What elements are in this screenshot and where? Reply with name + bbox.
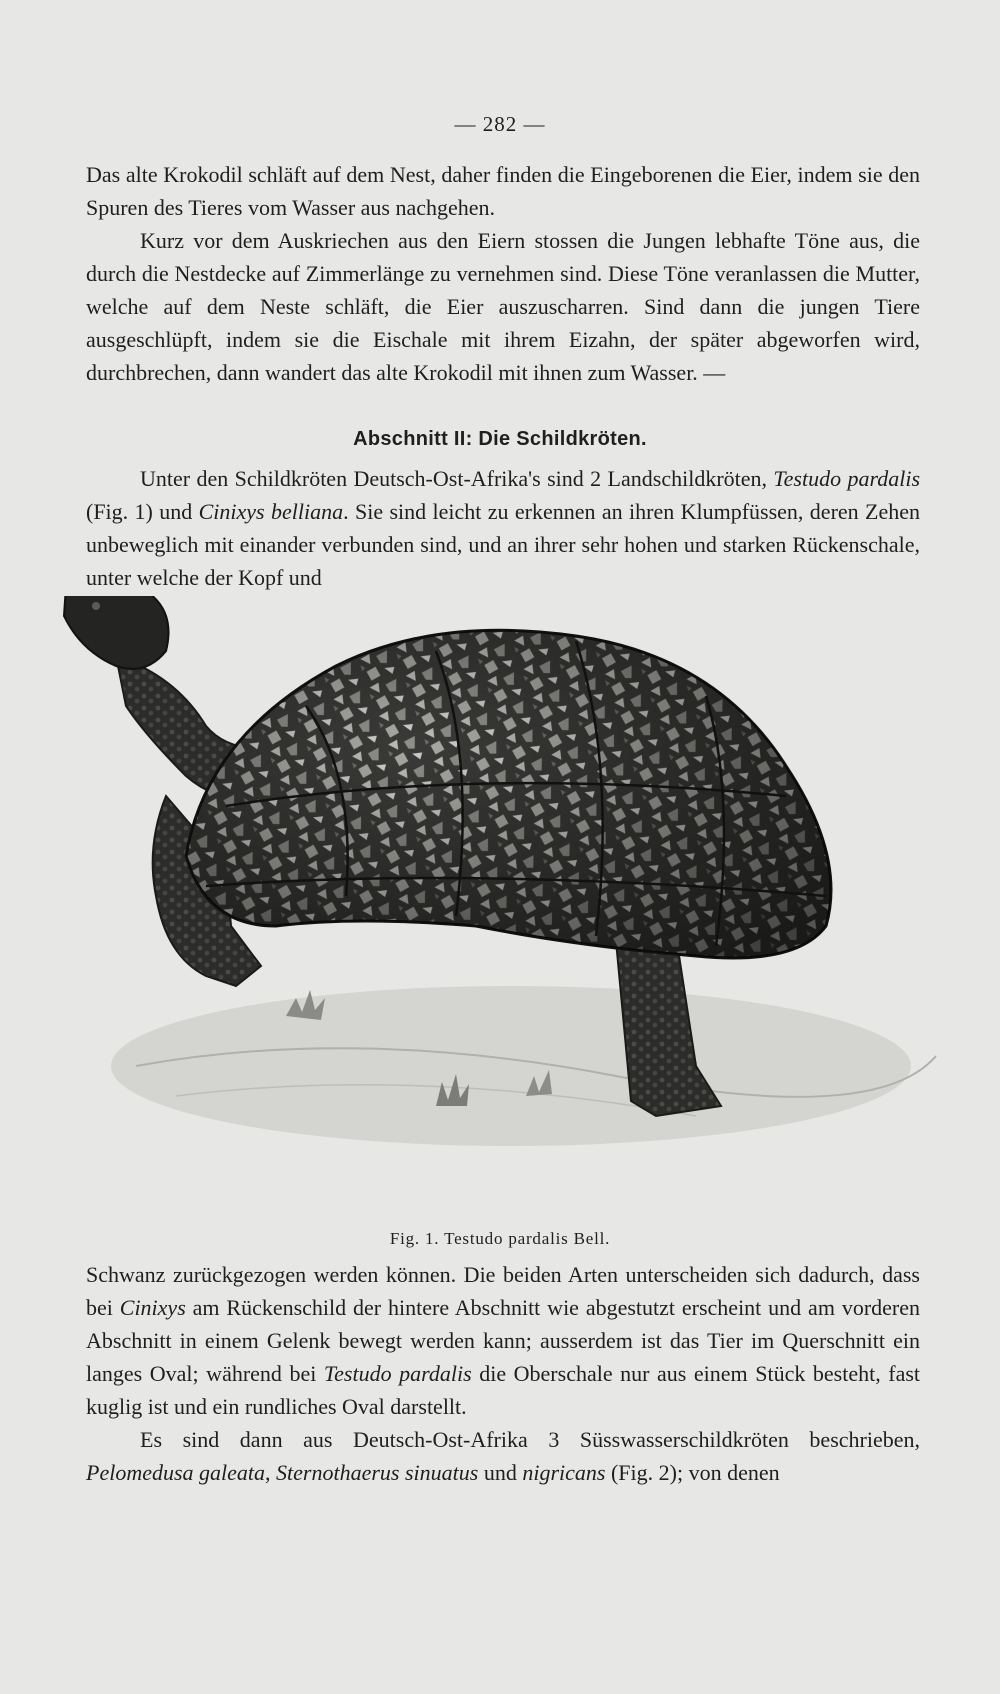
- species-name: nigricans: [522, 1460, 606, 1485]
- paragraph-species-difference: [86, 1258, 920, 1423]
- text-run: Unter den Schildkröten Deutsch-Ost-Afrika's sind 2 Landschildkröten,: [140, 466, 774, 491]
- text-run: (Fig. 1) und: [86, 499, 199, 524]
- species-name: Testudo pardalis: [773, 466, 920, 491]
- intro-text-block: [86, 462, 920, 594]
- paragraph-tortoises-intro: [86, 462, 920, 594]
- text-run: . Sie sind leicht zu erkennen an ihren Klumpfüssen, deren Zehen unbeweglich mit einander verbunden sind, und an ihrer sehr hohen und starken Rückenschale, unter welche der Kopf und: [86, 499, 920, 590]
- text-run: und: [478, 1460, 523, 1485]
- section-heading: Abschnitt II: Die Schildkröten.: [353, 428, 647, 450]
- figure-caption: Fig. 1. Testudo pardalis Bell.: [389, 1229, 611, 1248]
- paragraph-hatching: Kurz vor dem Auskriechen aus den Eiern stossen die Jungen lebhafte Töne aus, die durch die Nestdecke auf Zimmerlänge zu vernehmen sind. Diese Töne veranlassen die Mutter, welche auf dem Neste schläft, die Eier auszuscharren. Sind dann die jungen Tiere ausgeschlüpft, indem sie die Eischale mit ihrem Eizahn, der später abgeworfen wird, durchbrechen, dann wandert das alte Krokodil mit ihnen zum Wasser. —: [86, 228, 920, 385]
- paragraph-crocodile-nest: Das alte Krokodil schläft auf dem Nest, daher finden die Eingeborenen die Eier, indem sie den Spuren des Tieres vom Wasser aus nachgehen.: [86, 162, 920, 220]
- shell-shading: [186, 630, 831, 958]
- text-run: (Fig. 2); von denen: [605, 1460, 780, 1485]
- bottom-text-block: [86, 1258, 920, 1489]
- species-name: Testudo pardalis: [323, 1361, 472, 1386]
- species-name: Sternothaerus sinuatus: [276, 1460, 479, 1485]
- tortoise-illustration: [56, 596, 946, 1206]
- paragraph-freshwater-turtles: [86, 1423, 920, 1489]
- text-run: Es sind dann aus Deutsch-Ost-Afrika 3 Süsswasserschildkröten beschrieben,: [140, 1427, 920, 1452]
- head: [64, 596, 169, 669]
- species-name: Cinixys belliana: [198, 499, 344, 524]
- eye: [92, 602, 100, 610]
- text-run: am Rückenschild der hintere Abschnitt wie abgestutzt erscheint und am vorderen Abschnitt in einem Gelenk bewegt werden kann; ausserdem ist das Tier im Querschnitt ein langes Oval; während bei: [86, 1295, 920, 1386]
- page-number: — 282 —: [454, 112, 546, 136]
- text-run: Schwanz zurückgezogen werden können. Die beiden Arten unterscheiden sich dadurch, dass bei: [86, 1262, 920, 1320]
- ground-shading: [111, 986, 936, 1146]
- top-text-block: [86, 158, 920, 389]
- species-name: Cinixys: [119, 1295, 186, 1320]
- species-name: Pelomedusa galeata: [86, 1460, 266, 1485]
- text-run: die Oberschale nur aus einem Stück besteht, fast kuglig ist und ein rundliches Oval darstellt.: [86, 1361, 921, 1419]
- text-run: ,: [265, 1460, 277, 1485]
